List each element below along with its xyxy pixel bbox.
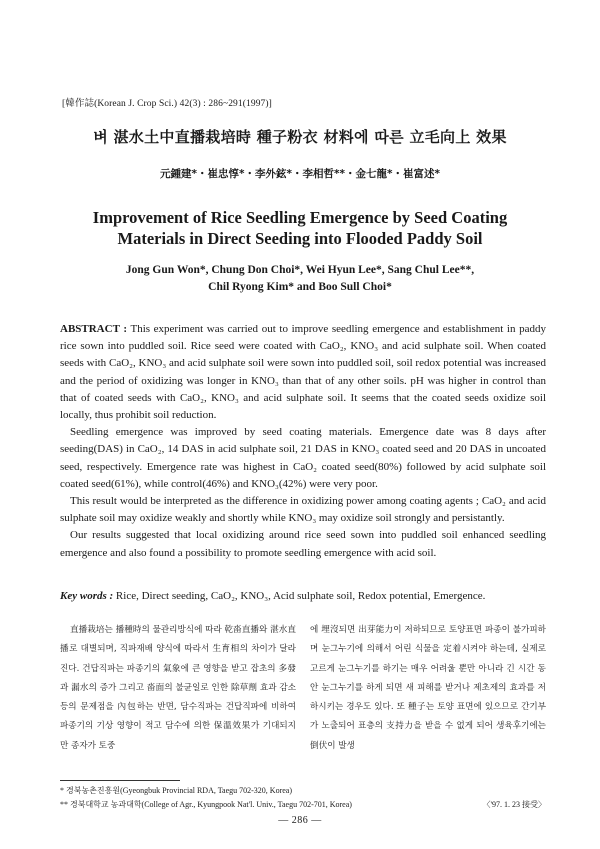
footnote-text: ** 경북대학교 농과대학(College of Agr., Kyungpook Nat'l. Univ., Taegu 702-701, Korea) [60, 800, 352, 809]
page-number: — 286 — [278, 815, 322, 826]
korean-authors: 元鍾建*・崔忠惇*・李外鉉*・李相哲**・金七龍*・崔富述* [160, 168, 440, 180]
body-text [60, 621, 546, 756]
english-title-line: Materials in Direct Seeding into Flooded Paddy Soil [117, 229, 483, 248]
korean-title: 벼 湛水土中直播栽培時 種子粉衣 材料에 따른 立毛向上 效果 [93, 128, 507, 146]
footnote-divider [60, 780, 180, 781]
keywords-text: Rice, Direct seeding, CaO₂, KNO₃, Acid sulphate soil, Redox potential, Emergence. [115, 590, 486, 602]
abstract-paragraph [60, 321, 546, 424]
body-column-left [60, 621, 296, 756]
english-title-line: Improvement of Rice Seedling Emergence by Seed Coating [92, 208, 508, 227]
footnote [60, 798, 546, 812]
english-authors [0, 262, 600, 296]
body-paragraph: 直播栽培는 播種時의 물관리방식에 따라 乾畓直播와 湛水直播로 대별되며, 직파재배 양식에 따라서 生育相의 차이가 달라진다. 건답직파는 파종기의 氣象에 큰 영향을 받고 잡초의 多發과 漏水의 증가 그리고 畓面의 불균일로 인한 除草劑 효과 감소 등의 문제점을 內包하는 반면, 담수직파는 건답직파에 비하여 파종기의 기상 영향이 적고 담수에 의한 保溫效果가 기대되지만 종자가 토중 [60, 625, 296, 751]
received-date: 〈'97. 1. 23 接受〉 [482, 800, 546, 809]
abstract-text: This experiment was carried out to improve seedling emergence and establishment in paddy rice sown into puddled soil. Rice seed were coated with CaO₂, KNO₃ and acid sulphate soil. When coated seeds with CaO₂, KNO₃ and acid sulphate soil were sown into puddled soil, soil redox potential was increased and the period of oxidizing was longer in KNO₃ than that of any other soils. pH was higher in control than that of coated seeds with CaO₂, KNO₃ and acid sulphate soil. It seems that the coated seeds oxidize soil locally, thus prohibit soil reduction. [60, 323, 546, 422]
footnotes [60, 784, 546, 812]
abstract-paragraph: Seedling emergence was improved by seed coating materials. Emergence date was 8 days after seeding(DAS) in CaO₂, 14 DAS in acid sulphate soil, 21 DAS in KNO₃ coated seed and 20 DAS in uncoated seed, respectively. Emergence rate was highest in CaO₂ coated seed(80%) followed by acid sulphate soil coated seed(61%), while control(46%) and KNO₃(42%) were very poor. [60, 426, 546, 490]
english-title [0, 207, 600, 249]
abstract-label: ABSTRACT : [60, 323, 128, 335]
keywords [60, 588, 546, 604]
abstract [60, 321, 546, 562]
abstract-paragraph: This result would be interpreted as the difference in oxidizing power among coating agents ; CaO₂ and acid sulphate soil may oxidize weakly and shortly while KNO₃ may oxidize soil strongly and persistantly. [60, 495, 546, 525]
abstract-paragraph: Our results suggested that local oxidizing around rice seed sown into puddled soil enhanced seedling emergence and also found a possibility to promote seedling emergence with acid soil. [60, 529, 546, 559]
english-authors-line: Chil Ryong Kim* and Boo Sull Choi* [208, 281, 392, 293]
journal-citation: [韓作誌(Korean J. Crop Sci.) 42(3) : 286~291(1997)] [62, 99, 272, 109]
english-authors-line: Jong Gun Won*, Chung Don Choi*, Wei Hyun Lee*, Sang Chul Lee**, [125, 264, 475, 276]
footnote: * 경북농촌진흥원(Gyeongbuk Provincial RDA, Taegu 702-320, Korea) [60, 786, 293, 795]
body-column-right [310, 621, 546, 756]
keywords-label: Key words : [60, 590, 114, 602]
body-paragraph: 에 埋沒되면 出芽能力이 저하되므로 토양표면 파종이 불가피하며 눈그누기에 의해서 어린 식물을 定着시켜야 하는데, 실제로 고르게 눈그누기를 하기는 매우 어려울 뿐만 아니라 긴 시간 동안 눈그누기를 하게 되면 새 피해를 받거나 제초제의 효과를 저하시키는 경우도 있다. 또 種子는 토양 표면에 있으므로 간기부가 노출되어 표층의 支持力을 받을 수 없게 되어 생육후기에는 倒伏이 발생 [310, 625, 546, 751]
